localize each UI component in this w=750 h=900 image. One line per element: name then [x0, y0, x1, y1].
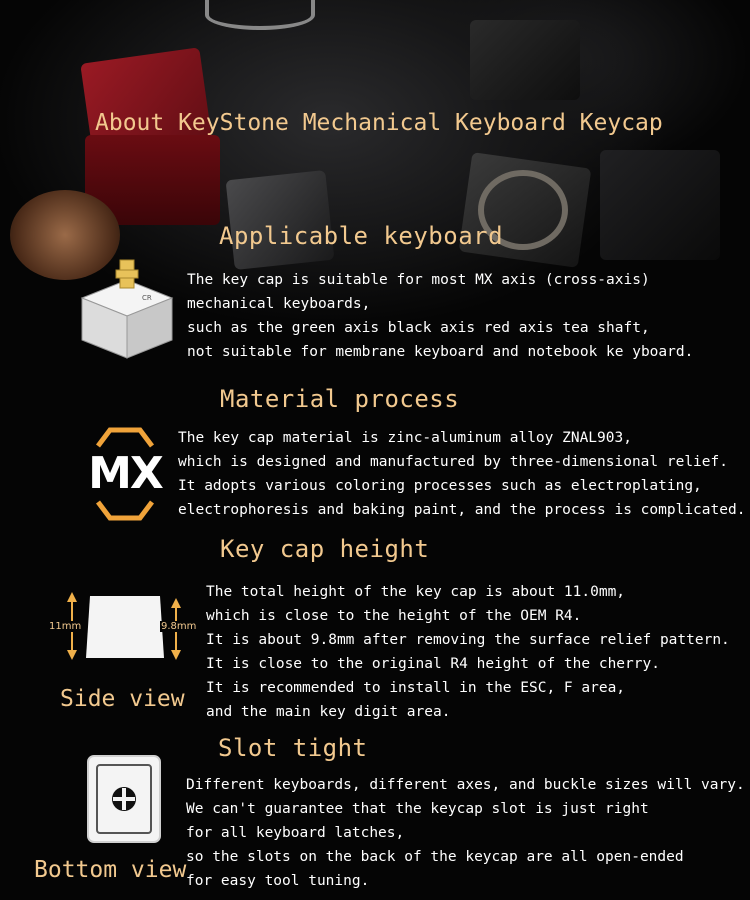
section-heading-applicable-keyboard: Applicable keyboard: [219, 222, 504, 250]
slot-tight-text: [186, 773, 745, 893]
text-line: which is close to the height of the OEM R4.: [206, 608, 582, 624]
text-line: which is designed and manufactured by three-dimensional relief.: [178, 454, 728, 470]
mx-logo-icon: [80, 424, 170, 524]
text-line: not suitable for membrane keyboard and notebook ke yboard.: [187, 344, 694, 360]
dark-keycap-image: [600, 150, 720, 260]
text-line: The key cap material is zinc-aluminum alloy ZNAL903,: [178, 430, 632, 446]
section-heading-material-process: Material process: [220, 385, 460, 413]
text-line: It is close to the original R4 height of the cherry.: [206, 656, 660, 672]
silver-ring-image: [205, 0, 315, 30]
text-line: The total height of the key cap is about 11.0mm,: [206, 584, 626, 600]
material-process-text: [178, 426, 745, 522]
mx-switch-icon: [72, 258, 182, 370]
text-line: We can't guarantee that the keycap slot is just right: [186, 801, 649, 817]
side-view-caption: Side view: [60, 686, 185, 712]
text-line: Different keyboards, different axes, and buckle sizes will vary.: [186, 777, 745, 793]
key-cap-height-text: [206, 580, 730, 724]
section-heading-slot-tight: Slot tight: [218, 734, 368, 762]
text-line: It is recommended to install in the ESC, F area,: [206, 680, 626, 696]
text-line: so the slots on the back of the keycap are all open-ended: [186, 849, 684, 865]
dimension-label-9-8mm: 9.8mm: [161, 621, 197, 632]
text-line: mechanical keyboards,: [187, 296, 371, 312]
text-line: It is about 9.8mm after removing the surface relief pattern.: [206, 632, 730, 648]
text-line: It adopts various coloring processes such as electroplating,: [178, 478, 702, 494]
svg-text:CR: CR: [142, 294, 152, 302]
bottom-view-keycap-icon: [86, 754, 162, 844]
text-line: The key cap is suitable for most MX axis (cross-axis): [187, 272, 650, 288]
section-heading-key-cap-height: Key cap height: [220, 535, 430, 563]
side-view-keycap-icon: [40, 588, 210, 668]
page-title: About KeyStone Mechanical Keyboard Keycap: [95, 110, 663, 136]
text-line: for easy tool tuning.: [186, 873, 370, 889]
text-line: such as the green axis black axis red axis tea shaft,: [187, 320, 650, 336]
bottom-view-caption: Bottom view: [34, 857, 187, 883]
mx-logo-text: MX: [88, 448, 162, 499]
dimension-label-11mm: 11mm: [49, 621, 82, 632]
applicable-keyboard-text: [187, 268, 693, 364]
text-line: and the main key digit area.: [206, 704, 451, 720]
text-line: for all keyboard latches,: [186, 825, 405, 841]
silver-keycap-image: [470, 20, 580, 100]
wolf-keycap-image: [226, 170, 335, 270]
text-line: electrophoresis and baking paint, and the process is complicated.: [178, 502, 746, 518]
